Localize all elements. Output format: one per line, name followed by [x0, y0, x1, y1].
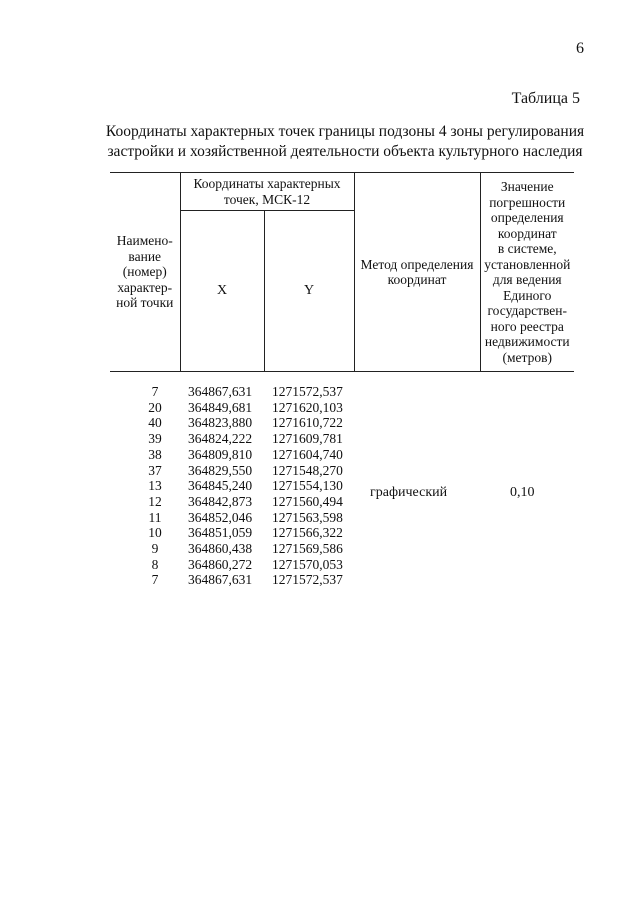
row-x-cell: 364860,272	[188, 556, 253, 572]
table-row	[110, 415, 354, 431]
header-method-line: координат	[387, 272, 447, 287]
row-x-cell: 364845,240	[188, 478, 253, 494]
row-y-cell: 1271572,537	[272, 572, 343, 588]
method-value: графический	[370, 485, 448, 500]
row-point-cell: 10	[148, 525, 162, 541]
row-y-cell: 1271604,740	[272, 446, 343, 462]
row-x-cell: 364867,631	[188, 572, 253, 588]
table-row	[110, 525, 354, 541]
row-x-cell: 364823,880	[188, 415, 253, 431]
header-method	[354, 173, 480, 372]
row-point-cell: 38	[148, 446, 162, 462]
accuracy-value: 0,10	[510, 485, 535, 500]
row-point-cell: 20	[148, 399, 162, 415]
row-point-cell: 39	[148, 431, 162, 447]
table-row	[110, 384, 354, 400]
table-row	[110, 400, 354, 416]
row-x-cell: 364829,550	[188, 462, 253, 478]
header-accuracy-line: в системе,	[497, 241, 557, 256]
row-y-cell: 1271609,781	[272, 431, 343, 447]
row-point-cell: 9	[151, 541, 159, 557]
header-accuracy-line: погрешности	[489, 194, 566, 210]
table-row	[110, 510, 354, 526]
row-y-cell: 1271563,598	[272, 509, 343, 525]
row-point-cell: 40	[148, 415, 162, 431]
row-x-cell: 364860,438	[188, 541, 253, 557]
header-y: Y	[264, 211, 354, 372]
row-point-cell: 7	[151, 572, 159, 588]
row-y-cell: 1271569,586	[272, 541, 343, 557]
header-point-name-line: характер-	[117, 279, 173, 295]
header-accuracy-line: установленной	[484, 256, 571, 272]
row-point-cell: 12	[148, 493, 162, 509]
header-accuracy-line: (метров)	[502, 349, 552, 365]
header-accuracy-line: ного реестра	[490, 318, 564, 334]
header-coordinates-group	[180, 173, 354, 211]
table-row	[110, 572, 354, 588]
header-point-name-line: ной точки	[116, 295, 174, 311]
row-x-cell: 364851,059	[188, 525, 253, 541]
header-x: X	[180, 211, 264, 372]
header-point-name-line: Наимено-	[116, 233, 173, 249]
row-y-cell: 1271610,722	[272, 415, 343, 431]
table-row	[110, 447, 354, 463]
title-line-1: Координаты характерных точек границы подзоны 4 зоны регулирования	[105, 123, 585, 140]
coordinates-table-body	[110, 384, 354, 588]
header-accuracy-line: определения	[490, 210, 564, 225]
row-x-cell: 364852,046	[188, 509, 253, 525]
row-x-cell: 364867,631	[188, 384, 253, 399]
table-row	[110, 463, 354, 479]
coordinates-table-header	[110, 172, 574, 372]
row-y-cell: 1271548,270	[272, 462, 343, 478]
row-point-cell: 13	[148, 478, 162, 494]
row-y-cell: 1271570,053	[272, 556, 343, 572]
table-row	[110, 557, 354, 573]
table-row	[110, 494, 354, 510]
header-accuracy-line: координат	[497, 225, 557, 241]
header-coordinates-group-line: точек, МСК-12	[223, 191, 311, 207]
row-point-cell: 11	[148, 509, 162, 525]
header-point-name-line: вание	[128, 248, 162, 264]
row-y-cell: 1271566,322	[272, 525, 343, 541]
row-point-cell: 37	[148, 462, 162, 478]
header-accuracy-line: Единого	[503, 287, 552, 303]
table-row	[110, 541, 354, 557]
table-row	[110, 431, 354, 447]
header-accuracy	[480, 173, 574, 372]
header-point-name	[110, 173, 180, 372]
row-x-cell: 364809,810	[188, 446, 253, 462]
row-x-cell: 364849,681	[188, 399, 253, 415]
header-accuracy-line: для ведения	[492, 272, 562, 287]
row-y-cell: 1271554,130	[272, 478, 343, 494]
header-accuracy-line: государствен-	[487, 303, 567, 318]
row-y-cell: 1271560,494	[272, 493, 343, 509]
header-accuracy-line: недвижимости	[484, 334, 570, 349]
header-method-line: Метод определения	[360, 256, 474, 272]
table-row	[110, 478, 354, 494]
row-point-cell: 7	[151, 384, 159, 399]
document-title	[100, 122, 590, 162]
table-label: Таблица 5	[511, 90, 580, 107]
title-line-2: застройки и хозяйственной деятельности объекта культурного наследия	[107, 143, 583, 160]
page-number: 6	[576, 40, 584, 57]
row-x-cell: 364842,873	[188, 493, 253, 509]
row-y-cell: 1271620,103	[272, 399, 343, 415]
row-y-cell: 1271572,537	[272, 384, 343, 399]
row-point-cell: 8	[151, 556, 159, 572]
header-accuracy-line: Значение	[500, 179, 554, 194]
header-coordinates-group-line: Координаты характерных	[193, 176, 341, 191]
row-x-cell: 364824,222	[188, 431, 253, 447]
header-point-name-line: (номер)	[122, 264, 167, 280]
